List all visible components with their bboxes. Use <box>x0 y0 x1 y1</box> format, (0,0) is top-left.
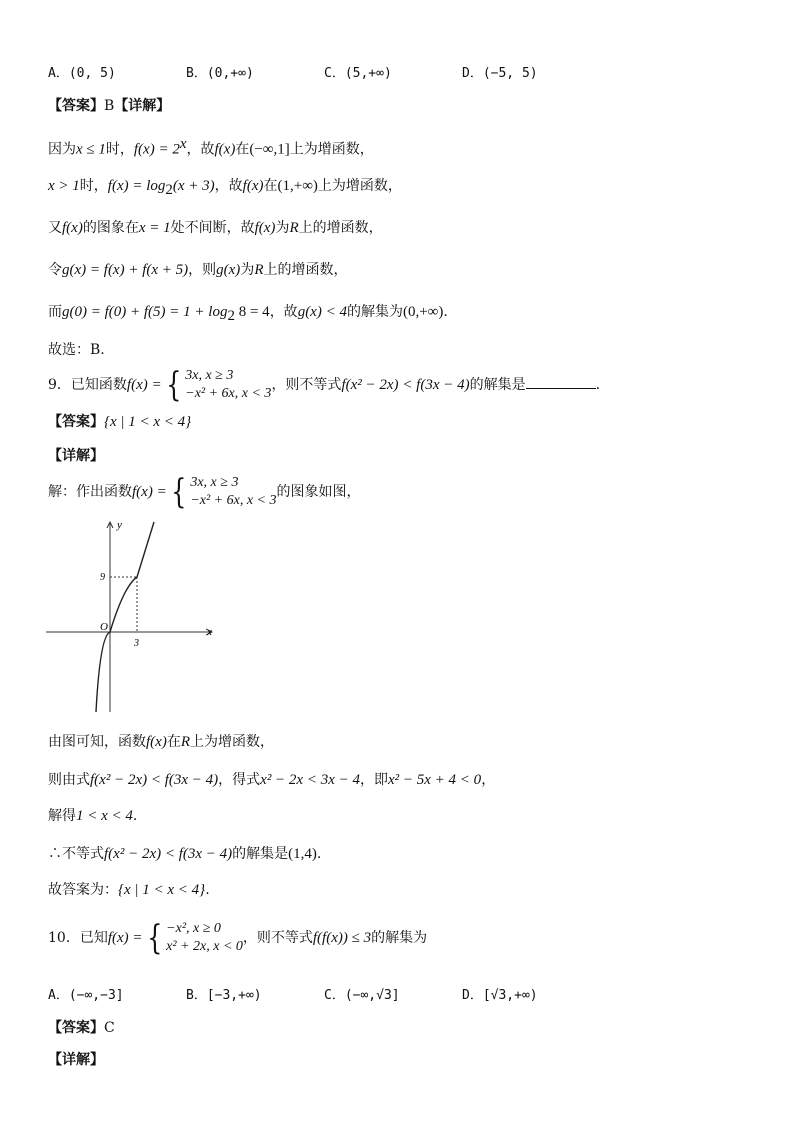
math: f(x) = <box>126 377 162 393</box>
q10-answer-line <box>48 1018 115 1038</box>
math: x > 1 <box>48 178 80 194</box>
text: ，得式 <box>218 772 261 788</box>
curve-quadratic-part <box>96 577 137 712</box>
math: f(x² − 2x) < f(3x − 4) <box>341 377 470 393</box>
answer-value: {x | 1 < x < 4} <box>104 414 192 430</box>
y-tick-label: 9 <box>100 572 105 583</box>
math: g(x) <box>216 262 241 278</box>
answer-value: C <box>104 1020 115 1036</box>
option-a: A．(0, 5) <box>48 66 116 81</box>
option-d: D．[√3,+∞) <box>462 988 538 1003</box>
text: 时， <box>79 178 108 194</box>
text: 因为 <box>48 141 76 158</box>
math: g(x) = f(x) + f(x + 5) <box>62 262 189 278</box>
answer-tag: 【答案】 <box>48 414 104 430</box>
question-text: 10．已知 <box>48 930 108 946</box>
math: f(x² − 2x) < f(3x − 4) <box>90 772 219 788</box>
text: 在 <box>263 178 278 194</box>
math: f(x) <box>242 178 264 194</box>
math: R <box>289 220 299 236</box>
text: ，故 <box>269 304 298 320</box>
text: 又 <box>48 220 62 236</box>
text: 故答案为： <box>48 882 118 898</box>
answer-blank <box>526 374 596 389</box>
brace-glyph: { <box>146 918 162 958</box>
q9-reason-1 <box>48 732 274 752</box>
answer-value: B <box>104 98 115 114</box>
text: ， <box>481 772 496 788</box>
text: 上的增函数， <box>298 220 383 236</box>
case-1: 3x, x ≥ 3 <box>190 475 239 490</box>
text: ，故 <box>186 141 215 158</box>
function-graph <box>44 516 224 716</box>
math: (x + 3) <box>172 178 215 194</box>
question-text: 的解集是 <box>469 377 526 393</box>
math: (1,+∞) <box>277 178 318 194</box>
curve-linear-part <box>137 522 154 577</box>
text: 处不间断，故 <box>170 220 255 236</box>
piecewise-cases <box>190 474 276 510</box>
math: 8 = 4 <box>234 304 270 320</box>
case-2: −x² + 6x, x < 3 <box>185 386 272 401</box>
math: R <box>180 734 190 750</box>
math: f(x) = <box>107 930 143 946</box>
y-axis-label: y <box>117 519 122 531</box>
text: 在 <box>235 141 250 158</box>
math: f(x² − 2x) < f(3x − 4) <box>104 846 233 862</box>
question-text: ，则不等式 <box>242 930 313 946</box>
text: 则由式 <box>48 772 90 788</box>
q8-line-4 <box>48 260 347 280</box>
text: 上为增函数， <box>190 734 274 750</box>
text: 而 <box>48 304 62 320</box>
option-d: D．(−5, 5) <box>462 66 538 81</box>
option-b: B．[−3,+∞) <box>186 988 262 1003</box>
math: (−∞,1] <box>249 141 290 158</box>
text: 的解集是 <box>232 846 289 862</box>
answer-tag: 【答案】 <box>48 98 104 114</box>
math: x ≤ 1 <box>76 141 106 158</box>
math: x² − 2x < 3x − 4 <box>260 772 360 788</box>
math-sup: x <box>179 136 187 152</box>
text: 令 <box>48 262 62 278</box>
option-b: B．(0,+∞) <box>186 66 254 81</box>
math-sub: 2 <box>227 307 235 324</box>
math: f(x) = 2 <box>133 141 180 158</box>
q9-solution-intro <box>48 474 361 510</box>
q8-line-2 <box>48 176 402 200</box>
x-axis-label: x <box>207 626 212 638</box>
math: x = 1 <box>138 220 171 236</box>
text: 为 <box>275 220 290 236</box>
q9-final-answer <box>48 880 210 900</box>
math: f(x) <box>146 734 167 750</box>
text: 上为增函数， <box>289 141 374 158</box>
question-text: . <box>595 377 601 393</box>
q8-conclusion: 故选：B. <box>48 342 105 358</box>
answer-tag: 【答案】 <box>48 1020 104 1036</box>
q10-stem <box>48 920 427 956</box>
math: (0,+∞) <box>402 304 444 320</box>
detail-tag: 【详解】 <box>114 98 171 114</box>
math: x² − 5x + 4 < 0 <box>388 772 482 788</box>
text: ∴不等式 <box>48 846 104 862</box>
text: 时， <box>105 141 134 158</box>
question-text: ，则不等式 <box>271 377 342 393</box>
math: f(f(x)) ≤ 3 <box>312 930 372 946</box>
option-a: A．(−∞,−3] <box>48 988 124 1003</box>
math: f(x) = log <box>107 178 166 194</box>
q9-reason-2 <box>48 770 495 790</box>
q8-line-5 <box>48 302 448 326</box>
q9-stem <box>48 367 600 403</box>
q9-answer-line <box>48 412 191 432</box>
math: f(x) <box>214 141 236 158</box>
case-2: x² + 2x, x < 0 <box>166 939 243 954</box>
text: 解得 <box>48 808 76 824</box>
text: . <box>443 304 448 320</box>
case-2: −x² + 6x, x < 3 <box>190 493 277 508</box>
text: . <box>205 882 210 898</box>
text: . <box>316 846 322 862</box>
text: 上为增函数， <box>317 178 402 194</box>
math: f(x) = <box>132 484 167 500</box>
math: R <box>254 262 264 278</box>
text: 的图象在 <box>82 220 139 236</box>
q8-line-1 <box>48 134 374 160</box>
option-c: C．(5,+∞) <box>324 66 392 81</box>
math: (1,4) <box>288 846 317 862</box>
q9-detail-tag: 【详解】 <box>48 448 104 464</box>
text: 解：作出函数 <box>48 484 132 500</box>
math: f(x) <box>62 220 83 236</box>
text: ，即 <box>360 772 388 788</box>
text: 在 <box>166 734 181 750</box>
text: . <box>132 808 138 824</box>
math: f(x) <box>254 220 276 236</box>
math: g(x) < 4 <box>297 304 347 320</box>
math: g(0) = f(0) + f(5) = 1 + log <box>62 304 228 320</box>
text: ，故 <box>214 178 243 194</box>
math: 1 < x < 4 <box>76 808 133 824</box>
case-1: 3x, x ≥ 3 <box>185 368 234 383</box>
origin-label: O <box>100 621 108 633</box>
text: 的图象如图， <box>276 484 361 500</box>
piecewise-cases <box>185 367 271 403</box>
case-1: −x², x ≥ 0 <box>166 921 221 936</box>
q9-reason-3 <box>48 806 137 826</box>
piecewise-cases <box>166 920 243 956</box>
option-c: C．(−∞,√3] <box>324 988 400 1003</box>
text: 为 <box>240 262 255 278</box>
brace-glyph: { <box>165 365 182 405</box>
text: 上的增函数， <box>263 262 348 278</box>
question-text: 9．已知函数 <box>48 377 127 393</box>
text: ，则 <box>188 262 217 278</box>
math: {x | 1 < x < 4} <box>118 882 206 898</box>
brace-glyph: { <box>170 472 187 512</box>
question-text: 的解集为 <box>371 930 428 946</box>
x-tick-label: 3 <box>134 638 139 649</box>
q8-answer-line <box>48 96 170 116</box>
q9-reason-4 <box>48 844 321 864</box>
q8-line-3 <box>48 218 383 238</box>
math-sub: 2 <box>165 181 173 198</box>
q10-detail-tag: 【详解】 <box>48 1052 104 1068</box>
text: 由图可知，函数 <box>48 734 146 750</box>
text: 的解集为 <box>346 304 403 320</box>
